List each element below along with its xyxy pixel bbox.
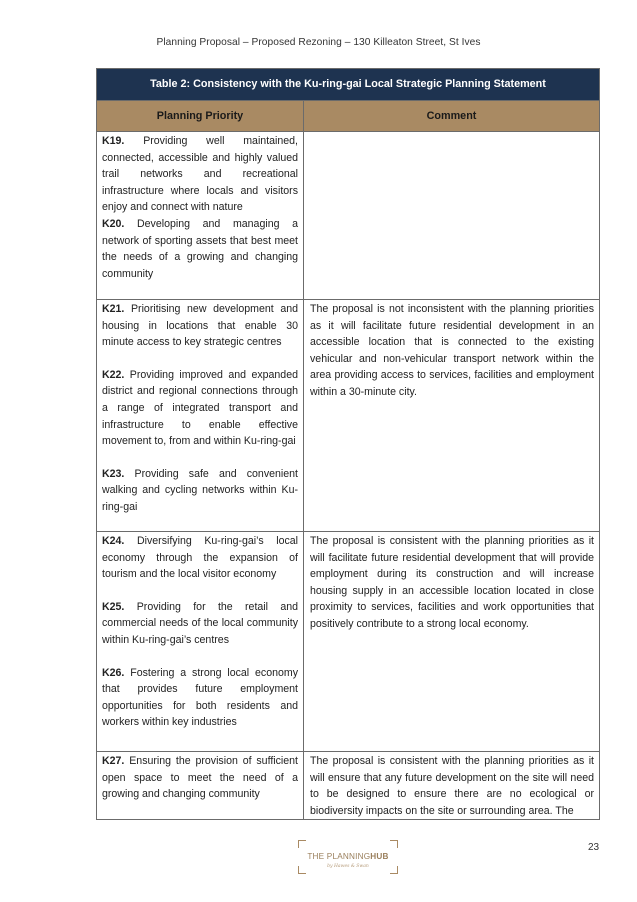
priority-code: K20. [102,217,125,230]
logo-wordmark: THE PLANNINGHUB [307,852,389,861]
consistency-table [96,68,600,820]
priority-text: Providing for the retail and commercial needs of the local community within Ku-ring-gai’s centres [102,600,298,646]
priority-text: Prioritising new development and housing in locations that enable 30 minute access to key strategic centres [102,303,298,349]
priority-item [102,665,298,731]
priority-text: Developing and managing a network of sporting assets that best meet the needs of a growing and changing community [102,217,298,280]
priority-item [102,367,298,450]
priority-text: Fostering a strong local economy that provides future employment opportunities for both residents and workers within key industries [102,666,298,729]
page-number: 23 [588,842,600,853]
priority-text: Providing well maintained, connected, accessible and highly valued trail networks and recreational infrastructure where locals and visitors enjoy and connect with nature [102,135,298,214]
priority-cell [97,132,304,300]
priority-code: K23. [102,467,125,480]
comment-cell: The proposal is consistent with the planning priorities as it will ensure that any future development on the site will need to be designed to ensure there are no ecological or biodiversity impacts on the site or surrounding area. The [304,752,600,820]
priority-code: K25. [102,600,125,613]
comment-cell [304,132,600,300]
comment-cell: The proposal is not inconsistent with the planning priorities as it will facilitate future residential development in an accessible location that is connected to the existing vehicular and non-vehicular transport network within the area providing access to services, facilities and employment within a 30-minute city. [304,300,600,532]
priority-cell [97,532,304,752]
priority-item [102,753,298,803]
priority-code: K27. [102,755,125,767]
table-row [97,752,600,820]
table-row [97,300,600,532]
comment-cell: The proposal is consistent with the planning priorities as it will facilitate future residential development that will provide employment during its construction and will increase housing supply in an accessible location located in close proximity to services, facilities and work opportunities that positively contribute to a strong local economy. [304,532,600,752]
priority-cell [97,300,304,532]
column-header-planning-priority: Planning Priority [97,101,304,132]
table-row [97,532,600,752]
page-header: Planning Proposal – Proposed Rezoning – 130 Killeaton Street, St Ives [156,37,481,48]
priority-cell [97,752,304,820]
priority-item [102,533,298,583]
priority-code: K21. [102,303,125,315]
priority-text: Diversifying Ku-ring-gai’s local economy through the expansion of tourism and the local visitor economy [102,535,298,581]
planning-hub-logo [298,840,398,874]
logo-tagline: by Hawes & Swan [327,864,369,869]
priority-code: K26. [102,666,125,679]
column-header-comment: Comment [304,101,600,132]
priority-code: K22. [102,368,125,381]
table-row [97,132,600,300]
priority-code: K24. [102,535,125,547]
priority-item [102,133,298,216]
priority-item [102,599,298,649]
priority-text: Ensuring the provision of sufficient open space to meet the need of a growing and changing community [102,755,298,801]
table-title: Table 2: Consistency with the Ku-ring-gai Local Strategic Planning Statement [97,69,600,101]
priority-item [102,216,298,282]
priority-item [102,466,298,516]
priority-item [102,301,298,351]
priority-text: Providing improved and expanded district and regional connections through a range of integrated transport and infrastructure to enable effective movement to, from and within Ku-ring-gai [102,368,298,448]
priority-code: K19. [102,135,125,147]
priority-text: Providing safe and convenient walking and cycling networks within Ku-ring-gai [102,467,298,513]
